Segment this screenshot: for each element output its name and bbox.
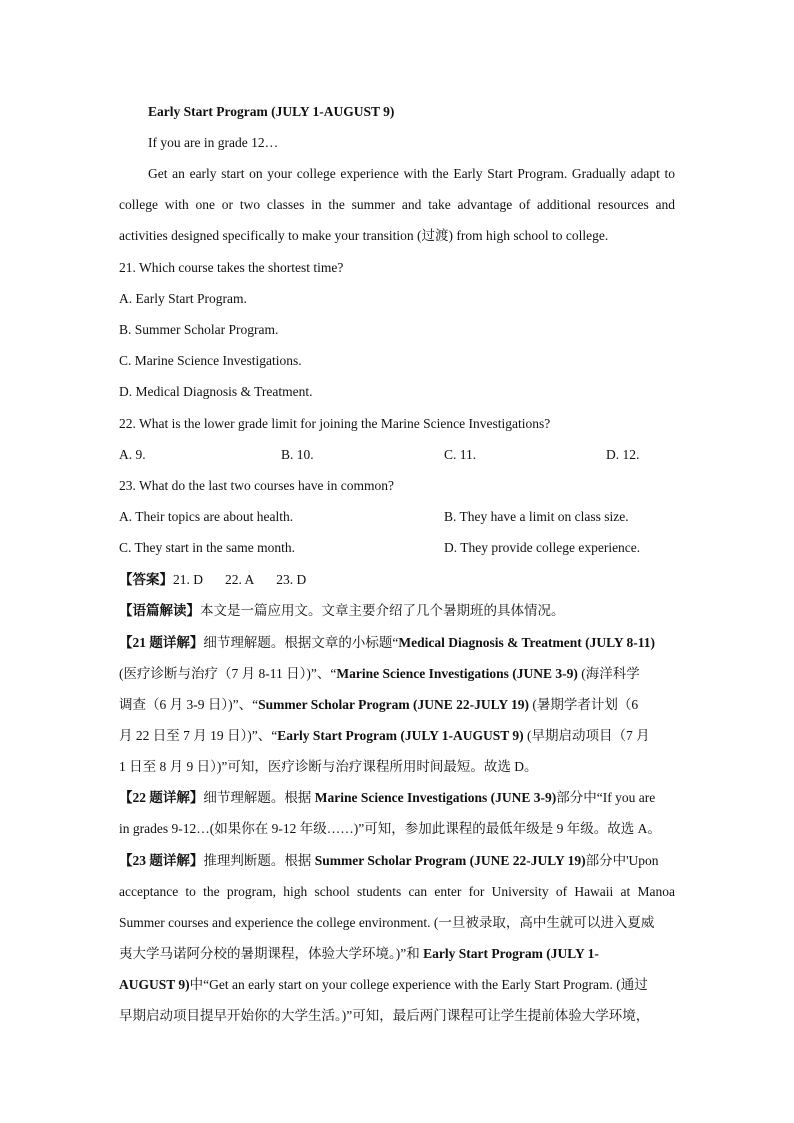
answer-22: 22. A bbox=[225, 572, 255, 587]
detail-22-text: 细节理解题。根据 bbox=[203, 790, 315, 805]
answer-label: 【答案】 bbox=[119, 572, 173, 587]
detail-23-line-2: acceptance to the program, high school students can enter for University of Hawaii at Manoa bbox=[119, 884, 675, 899]
detail-23-line-4 bbox=[119, 938, 675, 969]
detail-21-label: 【21 题详解】 bbox=[119, 635, 204, 650]
detail-23-line-6: 早期启动项目提早开始你的大学生活。)”可知，最后两门课程可让学生提前体验大学环境， bbox=[119, 1008, 650, 1023]
detail-23-line-5 bbox=[119, 969, 675, 1000]
detail-21-subtitle-early: Early Start Program (JULY 1-AUGUST 9) bbox=[277, 728, 524, 743]
detail-23-text: 中“Get an early start on your college experience with the Early Start Program. (通过 bbox=[189, 977, 648, 992]
detail-21-text: (海洋科学 bbox=[577, 666, 640, 681]
reading-line bbox=[119, 595, 675, 626]
reading-text: 本文是一篇应用文。文章主要介绍了几个暑期班的具体情况。 bbox=[200, 603, 565, 618]
detail-22-line-1 bbox=[119, 782, 675, 813]
detail-23-line-1 bbox=[119, 845, 675, 876]
detail-21-line-5: 1 日至 8 月 9 日）)”可知，医疗诊断与治疗课程所用时间最短。故选 D。 bbox=[119, 759, 538, 774]
question-23-option-a: A. Their topics are about health. bbox=[119, 509, 294, 524]
detail-23-text: 夷大学马诺阿分校的暑期课程，体验大学环境。)”和 bbox=[119, 946, 424, 961]
question-21-option-b: B. Summer Scholar Program. bbox=[119, 322, 279, 337]
passage-heading: Early Start Program (JULY 1-AUGUST 9) bbox=[148, 104, 395, 119]
question-22-option-d: D. 12. bbox=[606, 447, 640, 462]
question-22-option-c: C. 11. bbox=[444, 447, 477, 462]
question-22-option-a: A. 9. bbox=[119, 447, 146, 462]
detail-21-line-1 bbox=[119, 627, 675, 658]
detail-23-text: 部分中'Upon bbox=[585, 853, 659, 868]
passage-grade-line: If you are in grade 12… bbox=[148, 135, 279, 150]
detail-21-text: 调查（6 月 3-9 日）)”、“ bbox=[119, 697, 259, 712]
detail-23-text: 推理判断题。根据 bbox=[203, 853, 315, 868]
detail-22-text: 部分中“If you are bbox=[556, 790, 656, 805]
detail-21-line-4 bbox=[119, 720, 675, 751]
detail-23-label: 【23 题详解】 bbox=[119, 853, 204, 868]
question-21-option-d: D. Medical Diagnosis & Treatment. bbox=[119, 384, 313, 399]
detail-23-line-3: Summer courses and experience the college environment. (一旦被录取，高中生就可以进入夏威 bbox=[119, 915, 655, 930]
passage-paragraph-line-2: college with one or two classes in the summer and take advantage of additional resources and bbox=[119, 197, 675, 212]
question-22-stem: 22. What is the lower grade limit for joining the Marine Science Investigations? bbox=[119, 416, 551, 431]
detail-21-subtitle-medical: Medical Diagnosis & Treatment (JULY 8-11) bbox=[398, 635, 655, 650]
answer-21: 21. D bbox=[173, 572, 203, 587]
detail-22-label: 【22 题详解】 bbox=[119, 790, 204, 805]
question-21-option-a: A. Early Start Program. bbox=[119, 291, 247, 306]
detail-21-line-2 bbox=[119, 658, 675, 689]
detail-23-subtitle-early: Early Start Program (JULY 1- bbox=[423, 946, 599, 961]
detail-21-subtitle-summer: Summer Scholar Program (JUNE 22-JULY 19) bbox=[258, 697, 529, 712]
detail-21-text: 月 22 日至 7 月 19 日）)”、“ bbox=[119, 728, 278, 743]
question-22-option-b: B. 10. bbox=[281, 447, 314, 462]
detail-21-subtitle-marine: Marine Science Investigations (JUNE 3-9) bbox=[336, 666, 578, 681]
question-23-stem: 23. What do the last two courses have in common? bbox=[119, 478, 394, 493]
detail-21-text: (医疗诊断与治疗（7 月 8-11 日）)”、“ bbox=[119, 666, 337, 681]
detail-22-subtitle-marine: Marine Science Investigations (JUNE 3-9) bbox=[314, 790, 557, 805]
question-23-options-row-2 bbox=[119, 532, 675, 563]
question-23-options-row-1 bbox=[119, 501, 675, 532]
question-21-option-c: C. Marine Science Investigations. bbox=[119, 353, 302, 368]
passage-paragraph-line-1: Get an early start on your college experience with the Early Start Program. Gradually adapt to bbox=[148, 166, 675, 181]
answer-23: 23. D bbox=[276, 572, 307, 587]
passage-paragraph-line-3: activities designed specifically to make your transition (过渡) from high school to college. bbox=[119, 228, 609, 243]
detail-21-text: (暑期学者计划（6 bbox=[528, 697, 639, 712]
detail-23-subtitle-early-cont: AUGUST 9) bbox=[119, 977, 190, 992]
question-21-stem: 21. Which course takes the shortest time? bbox=[119, 260, 344, 275]
question-22-options bbox=[119, 439, 675, 470]
detail-22-line-2: in grades 9-12…(如果你在 9-12 年级……)”可知，参加此课程的最低年级是 9 年级。故选 A。 bbox=[119, 821, 661, 836]
answer-line bbox=[119, 564, 675, 595]
reading-label: 【语篇解读】 bbox=[119, 603, 200, 618]
question-23-option-d: D. They provide college experience. bbox=[444, 540, 641, 555]
detail-21-line-3 bbox=[119, 689, 675, 720]
question-23-option-c: C. They start in the same month. bbox=[119, 540, 295, 555]
detail-21-text: (早期启动项目（7 月 bbox=[523, 728, 650, 743]
detail-23-subtitle-summer: Summer Scholar Program (JUNE 22-JULY 19) bbox=[314, 853, 586, 868]
question-23-option-b: B. They have a limit on class size. bbox=[444, 509, 629, 524]
detail-21-text: 细节理解题。根据文章的小标题“ bbox=[203, 635, 399, 650]
